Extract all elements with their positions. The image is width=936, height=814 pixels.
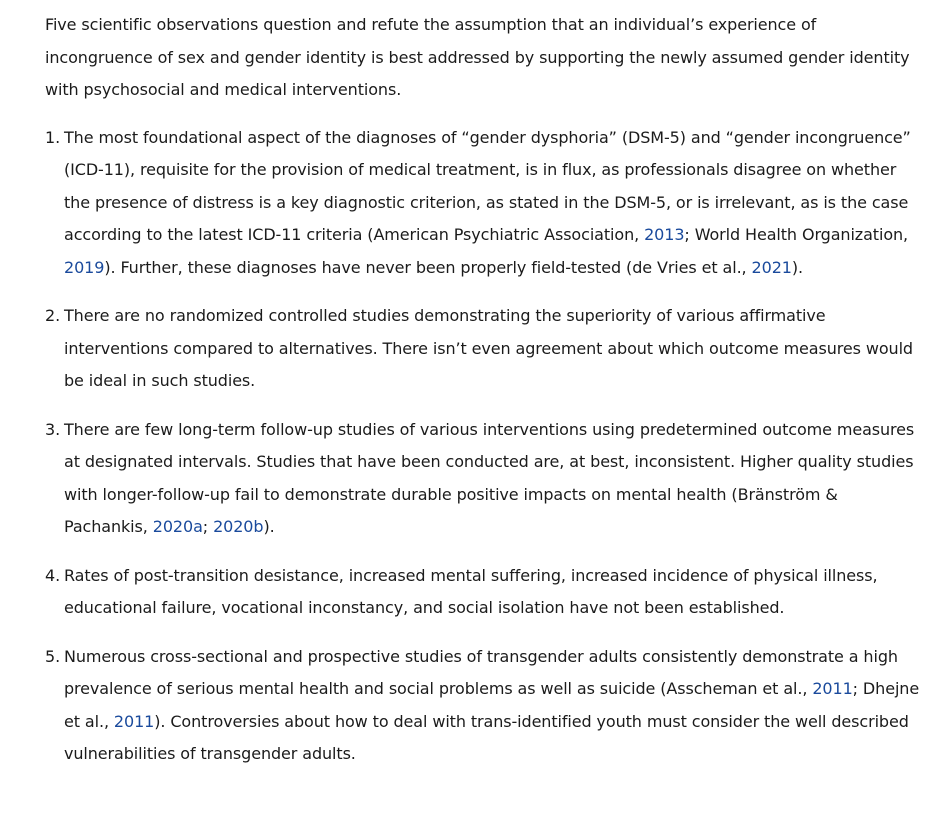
observation-text [64, 566, 878, 618]
observation-item-2 [45, 300, 922, 398]
text-segment: ). [791, 257, 803, 277]
observation-text [64, 420, 914, 537]
observations-list [45, 122, 922, 771]
citation-link-2013[interactable]: 2013 [644, 225, 685, 244]
text-segment: ; [202, 517, 214, 536]
text-segment: There are few long-term follow-up studies of various interventions using predetermined outcome measures at designated intervals. Studies that have been conducted are, at best, inconsistent. Higher quality studies with longer-follow-up fail to demonstrate durable positive impacts on mental health (Bränström & Pachankis, [64, 419, 915, 536]
text-segment: Rates of post-transition desistance, increased mental suffering, increased incidence of physical illness, educational failure, vocational inconstancy, and social isolation have not been established. [64, 565, 878, 617]
intro-paragraph: Five scientific observations question and refute the assumption that an individual’s experience of incongruence of sex and gender identity is best addressed by supporting the newly assumed gender identity with psychosocial and medical interventions. [45, 15, 910, 99]
citation-link-2020b[interactable]: 2020b [213, 517, 264, 536]
observation-item-5 [45, 641, 922, 771]
citation-link-asscheman-2011[interactable]: 2011 [812, 679, 853, 698]
observation-text [64, 647, 919, 764]
observation-item-4 [45, 560, 922, 625]
text-segment: ). [263, 517, 275, 536]
observation-text [64, 306, 913, 390]
observation-item-1 [45, 122, 922, 285]
observation-number: 3. [45, 419, 61, 439]
text-segment: ; Dhejne et al., [64, 679, 920, 731]
observation-number: 4. [45, 565, 61, 585]
text-segment: ). Controversies about how to deal with trans-identified youth must consider the well described vulnerabilities of transgender adults. [64, 711, 909, 763]
citation-link-dhejne-2011[interactable]: 2011 [113, 711, 155, 731]
observation-text [64, 128, 911, 277]
observation-number: 5. [45, 646, 61, 666]
citation-link-2019[interactable]: 2019 [64, 257, 105, 277]
citation-link-2021[interactable]: 2021 [751, 257, 792, 277]
text-segment: ; World Health Organization, [684, 225, 909, 244]
text-segment: The most foundational aspect of the diagnoses of “gender dysphoria” (DSM-5) and “gender incongruence” (ICD-11), requisite for the provision of medical treatment, is in flux, as professionals disagree on whether the presence of distress is a key diagnostic criterion, as stated in the DSM-5, or is irrelevant, as is the case according to the latest ICD-11 criteria (American Psychiatric Association, [64, 127, 911, 244]
observation-item-3 [45, 414, 922, 544]
citation-link-2020a[interactable]: 2020a [152, 517, 203, 536]
observation-number: 2. [45, 306, 61, 325]
text-segment: ). Further, these diagnoses have never been properly field-tested (de Vries et al., [104, 257, 752, 277]
text-segment: There are no randomized controlled studies demonstrating the superiority of various affirmative interventions compared to alternatives. There isn’t even agreement about which outcome measures would be ideal in such studies. [64, 306, 913, 390]
observation-number: 1. [45, 127, 61, 147]
text-segment: Numerous cross-sectional and prospective studies of transgender adults consistently demonstrate a high prevalence of serious mental health and social problems as well as suicide (Asscheman et al., [64, 646, 898, 698]
